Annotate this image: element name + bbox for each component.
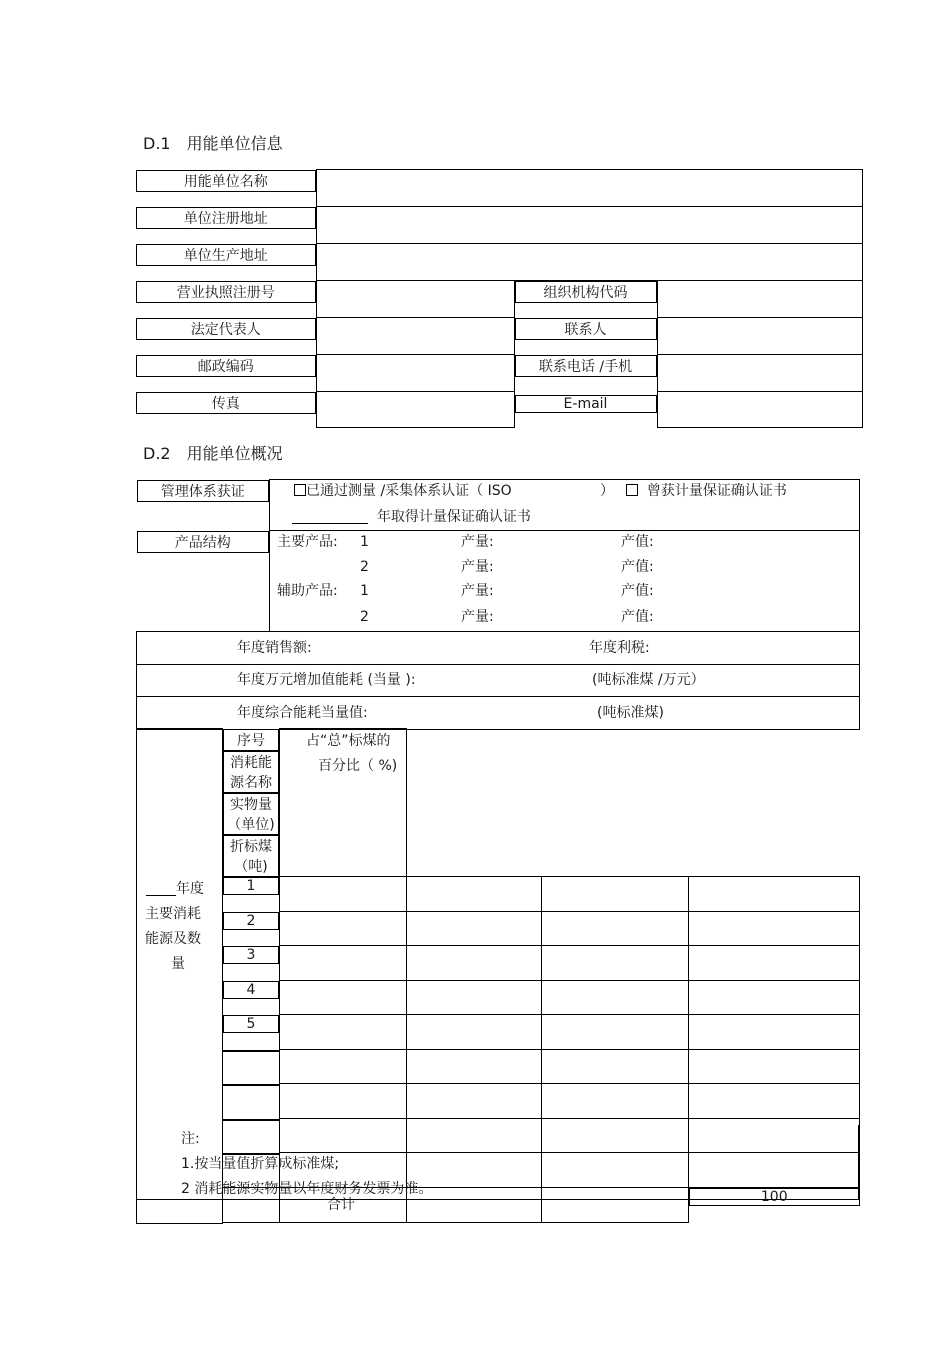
profit-label: 年度利税: [589,640,650,656]
consumption-label-l2: 主要消耗 [145,906,201,922]
unit-name-label: 用能单位名称 [136,170,316,192]
org-code-label: 组织机构代码 [515,281,657,303]
energy-per-value-unit: (吨标准煤 /万元） [592,672,705,688]
cell-name[interactable] [280,1015,407,1050]
legal-rep-field[interactable] [316,318,514,355]
cell-qty[interactable] [407,912,542,946]
row-seq [223,1050,279,1052]
notes-box [136,1125,859,1200]
cell-name[interactable] [280,981,407,1015]
product-cell [270,531,860,632]
row-seq: 5 [223,1015,279,1033]
unit-name-field[interactable] [316,170,862,207]
email-field[interactable] [657,392,862,428]
phone-field[interactable] [657,355,862,392]
note-1: 1.按当量值折算成标准煤; [181,1156,340,1172]
output-label: 产量: [461,534,494,550]
aux-product-label: 辅助产品: [277,583,338,599]
cell-name[interactable] [280,1084,407,1119]
header-qty: 实物量（单位) [223,793,279,835]
checkbox-icon[interactable] [626,484,638,496]
header-pct-l1: 占“总”标煤的 [306,733,391,749]
legal-rep-label: 法定代表人 [136,318,316,340]
cell-pct[interactable] [689,1015,860,1050]
postcode-label: 邮政编码 [136,355,316,377]
note-2: 2 消耗能源实物量以年度财务发票为准。 [181,1181,433,1197]
license-no-field[interactable] [316,281,514,318]
contact-field[interactable] [657,318,862,355]
mgmt-label: 管理体系获证 [137,480,270,502]
value-label: 产值: [621,534,654,550]
contact-label: 联系人 [515,318,657,340]
org-code-field[interactable] [657,281,862,318]
cell-coal[interactable] [542,1050,689,1084]
fax-label: 传真 [136,392,316,414]
reg-address-label: 单位注册地址 [136,207,316,229]
output-label: 产量: [461,609,494,625]
reg-address-field[interactable] [316,207,862,244]
cell-coal[interactable] [542,1084,689,1119]
aux-product-2: 2 [360,609,369,625]
total-energy-unit: (吨标准煤) [597,705,664,721]
cell-qty[interactable] [407,946,542,981]
section-heading-d1: D.1 用能单位信息 [143,134,283,153]
consumption-label-l4: 量 [171,956,185,972]
mgmt-line1-c: 曾获计量保证确认证书 [646,483,787,499]
cell-pct[interactable] [689,912,860,946]
section-heading-d2: D.2 用能单位概况 [143,444,283,463]
value-label: 产值: [621,583,654,599]
main-product-label: 主要产品: [277,534,338,550]
aux-product-1: 1 [360,583,369,599]
cell-qty[interactable] [407,981,542,1015]
cell-name[interactable] [280,912,407,946]
main-product-2: 2 [360,559,369,575]
cell-coal[interactable] [542,1015,689,1050]
checkbox-icon[interactable] [294,484,306,496]
energy-per-value-row [137,665,860,697]
total-energy-label: 年度综合能耗当量值: [237,705,368,721]
cell-qty[interactable] [407,1050,542,1084]
prod-address-field[interactable] [316,244,862,281]
cell-qty[interactable] [407,1084,542,1119]
cell-name[interactable] [280,1050,407,1084]
phone-label: 联系电话 /手机 [515,355,657,377]
cell-pct[interactable] [689,946,860,981]
cell-coal[interactable] [542,946,689,981]
row-seq: 1 [223,877,279,895]
mgmt-line1-b: ） [600,483,614,499]
header-pct [280,729,407,877]
fax-field[interactable] [316,392,514,428]
cell-name[interactable] [280,877,407,912]
cell-pct[interactable] [689,877,860,912]
output-label: 产量: [461,559,494,575]
cell-coal[interactable] [542,912,689,946]
prod-address-label: 单位生产地址 [136,244,316,266]
notes-title: 注: [181,1131,200,1147]
total-label: 合计 [327,1197,355,1213]
total-energy-row [137,697,860,730]
sales-label: 年度销售额: [237,640,312,656]
license-no-label: 营业执照注册号 [136,281,316,303]
row-seq [223,1119,279,1121]
mgmt-line2: 年取得计量保证确认证书 [376,509,531,525]
output-label: 产量: [461,583,494,599]
total-pct: 100 [689,1188,860,1206]
sales-row [137,632,860,665]
row-seq [223,1084,279,1086]
year-blank[interactable] [292,509,368,524]
mgmt-cell [270,480,860,531]
cell-qty[interactable] [407,877,542,912]
cell-coal[interactable] [542,877,689,912]
value-label: 产值: [621,609,654,625]
cell-name[interactable] [280,946,407,981]
header-name: 消耗能源名称 [223,751,279,793]
header-coal: 折标煤（吨) [223,835,279,877]
header-seq: 序号 [223,729,279,751]
cell-pct[interactable] [689,1050,860,1084]
year-blank[interactable] [146,881,176,896]
consumption-label-l3: 能源及数 [145,931,201,947]
consumption-label-l1: 年度 [176,881,204,897]
energy-per-value-label: 年度万元增加值能耗 (当量 ): [237,672,416,688]
postcode-field[interactable] [316,355,514,392]
cell-qty[interactable] [407,1015,542,1050]
main-product-1: 1 [360,534,369,550]
cell-pct[interactable] [689,1084,860,1119]
row-seq: 3 [223,946,279,964]
cell-coal[interactable] [542,981,689,1015]
row-seq: 4 [223,981,279,999]
cell-pct[interactable] [689,981,860,1015]
header-pct-l2: 百分比（ %) [318,758,398,774]
product-label: 产品结构 [137,531,270,553]
email-label: E-mail [515,395,657,413]
unit-info-table [136,169,863,428]
mgmt-line1-a: 已通过测量 /采集体系认证（ ISO [306,483,512,499]
value-label: 产值: [621,559,654,575]
overview-table [136,479,860,730]
row-seq: 2 [223,912,279,930]
